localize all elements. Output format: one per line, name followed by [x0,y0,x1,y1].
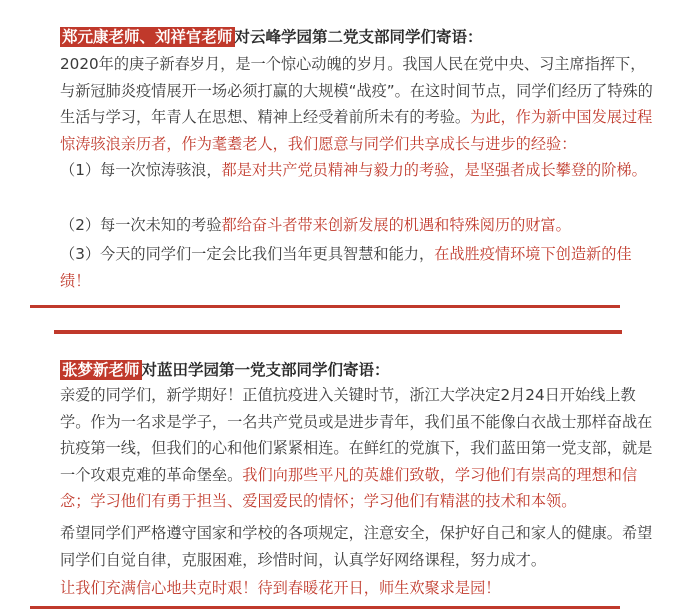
section2-p1-text: 亲爱的同学们，新学期好！正值抗疫进入关键时节，浙江大学决定2月24日开始线上教学。作为一名求是学子，一名共产党员或是进步青年，我们虽不能像白衣战士那样奋战在抗疫第一线，但我们的心和他们紧紧相连。在鲜红的党旗下，我们蓝田第一党支部，就是一个攻艰克难的革命堡垒。 [60,386,653,484]
section1-intro-highlight: 为此，作为新中国发展过程惊涛骇浪亲历者，作为耄耋老人，我们愿意与同学们共享成长与进步的经验： [60,108,653,153]
section1-item-1-lead: （1）每一次惊涛骇浪， [60,161,222,179]
section2-title: 对蓝田学园第一党支部同学们寄语： [141,361,390,379]
section2-bottom-rule [30,606,620,609]
section1-item-3 [30,241,655,294]
section2-p2-text: 希望同学们严格遵守国家和学校的各项规定，注意安全，保护好自己和家人的健康。希望同学们自觉自律，克服困难，珍惜时间，认真学好网络课程，努力成才。 [60,524,653,569]
section1-item-2 [30,212,655,239]
section1-title: 对云峰学园第二党支部同学们寄语： [234,28,483,46]
section2-paragraph-3 [30,575,655,602]
section1-divider [30,305,620,308]
section1-heading [60,26,483,48]
section1-item-3-highlight: 在战胜疫情环境下创造新的佳绩！ [60,245,632,290]
left-border [0,0,3,611]
section2-teacher-tag: 张梦新老师 [62,361,140,379]
section1-item-2-highlight: 都给奋斗者带来创新发展的机遇和特殊阅历的财富。 [221,216,571,234]
section1-item-1-highlight: 都是对共产党员精神与毅力的考验，是坚强者成长攀登的阶梯。 [221,161,647,179]
section1-item-2-lead: （2）每一次未知的考验 [60,216,222,234]
section2-p3-text: 让我们充满信心地共克时艰！待到春暖花开日，师生欢聚求是园！ [60,579,501,597]
section2-paragraph-2 [30,520,655,573]
section1-item-3-lead: （3）今天的同学们一定会比我们当年更具智慧和能力， [60,245,435,263]
section1-teacher-tag: 郑元康老师、刘祥官老师 [62,28,233,46]
section2-paragraph-1 [30,382,655,515]
section1-paragraph-intro [30,51,655,157]
section2-p1-highlight: 我们向那些平凡的英雄们致敬，学习他们有崇高的理想和信念；学习他们有勇于担当、爱国爱民的情怀；学习他们有精湛的技术和本领。 [60,465,638,510]
section2-heading [60,359,390,381]
section2-top-rule [54,330,622,334]
section1-intro-text: 2020年的庚子新春岁月，是一个惊心动魄的岁月。我国人民在党中央、习主席指挥下，与新冠肺炎疫情展开一场必须打赢的大规模“战疫”。在这时间节点，同学们经历了特殊的生活与学习，年青人在思想、精神上经受着前所未有的考验。 [60,55,653,126]
section1-item-1 [30,157,655,184]
